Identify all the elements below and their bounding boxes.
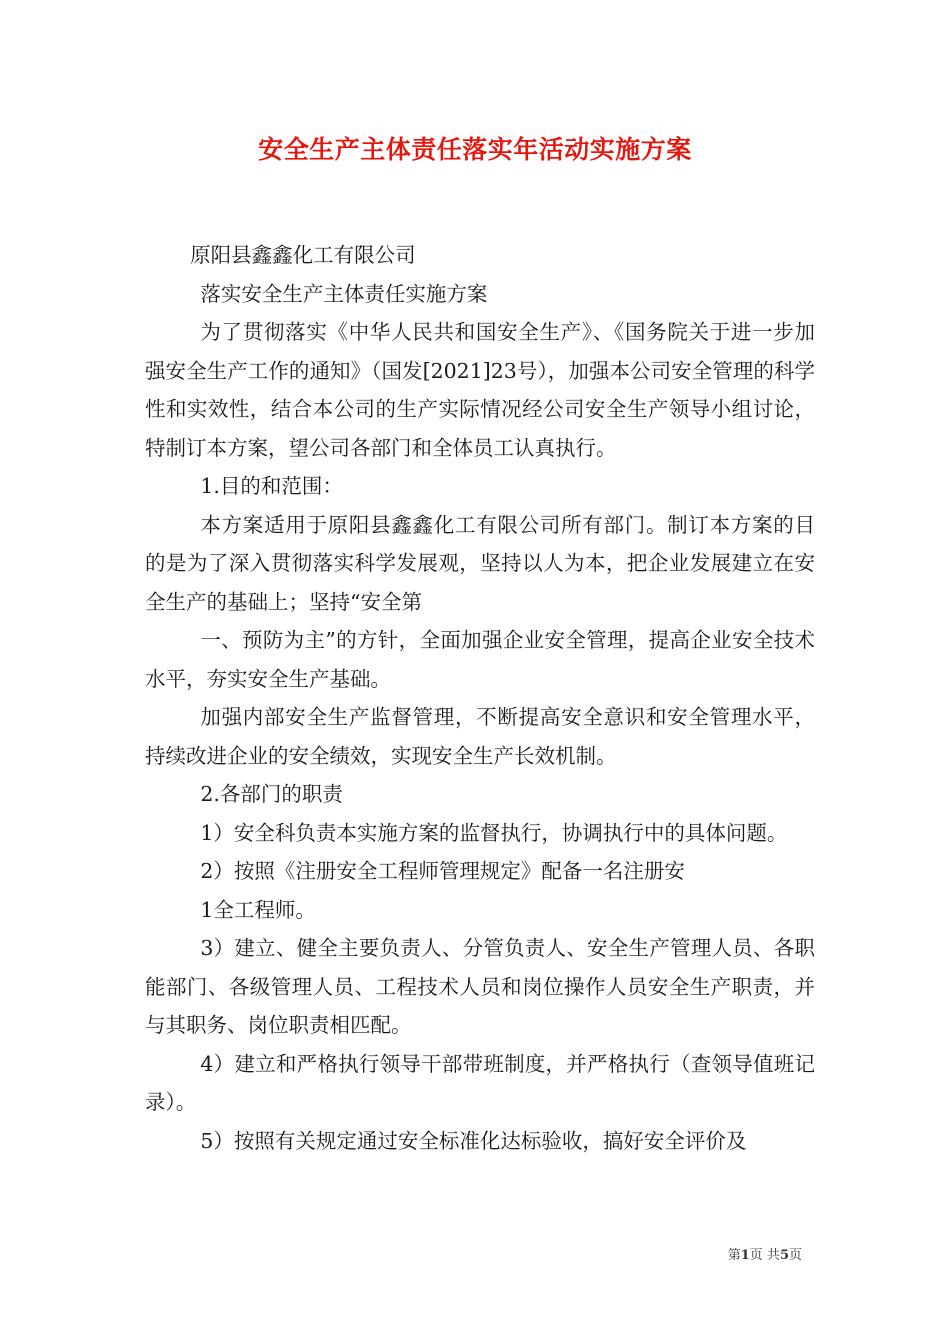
page-number-suffix: 页	[788, 1248, 802, 1263]
duty-item-2: 2）按照《注册安全工程师管理规定》配备一名注册安	[200, 859, 685, 883]
duty-item-3: 3）建立、健全主要负责人、分管负责人、安全生产管理人员、各职能部门、各级管理人员、工程技术人员和岗位操作人员安全生产职责，并与其职务、岗位职责相匹配。	[145, 936, 815, 1037]
paragraph-intro: 为了贯彻落实《中华人民共和国安全生产》、《国务院关于进一步加强安全生产工作的通知》（国发[2021]23号），加强本公司安全管理的科学性和实效性，结合本公司的生产实际情况经公司安全生产领导小组讨论，特制订本方案，望公司各部门和全体员工认真执行。	[145, 320, 815, 460]
page-number-total: 5	[779, 1248, 789, 1263]
paragraph-scope: 本方案适用于原阳县鑫鑫化工有限公司所有部门。制订本方案的目的是为了深入贯彻落实科学发展观，坚持以人为本，把企业发展建立在安全生产的基础上；坚持“安全第	[145, 512, 815, 614]
plan-subtitle: 落实安全生产主体责任实施方案	[200, 281, 488, 306]
heading-purpose-scope: 1.目的和范围：	[200, 474, 343, 498]
page-number	[728, 1247, 802, 1265]
company-name: 原阳县鑫鑫化工有限公司	[190, 243, 416, 267]
duty-item-1: 1）安全科负责本实施方案的监督执行，协调执行中的具体问题。	[200, 820, 788, 845]
page-number-prefix: 第	[727, 1248, 741, 1263]
page-number-current: 1	[740, 1248, 750, 1263]
paragraph-policy: 一、预防为主”的方针，全面加强企业安全管理，提高企业安全技术水平，夯实安全生产基础。	[145, 628, 815, 691]
duty-item-2-cont: 1全工程师。	[200, 897, 316, 922]
document-title: 安全生产主体责任落实年活动实施方案	[258, 135, 692, 164]
heading-department-duties: 2.各部门的职责	[200, 782, 343, 806]
page-number-middle: 页 共	[749, 1248, 780, 1263]
document-body	[145, 236, 815, 1160]
paragraph-supervision: 加强内部安全生产监督管理，不断提高安全意识和安全管理水平，持续改进企业的安全绩效，实现安全生产长效机制。	[145, 705, 815, 768]
duty-item-4: 4）建立和严格执行领导干部带班制度，并严格执行（查领导值班记录）。	[145, 1051, 815, 1114]
duty-item-5: 5）按照有关规定通过安全标准化达标验收，搞好安全评价及	[200, 1128, 747, 1153]
